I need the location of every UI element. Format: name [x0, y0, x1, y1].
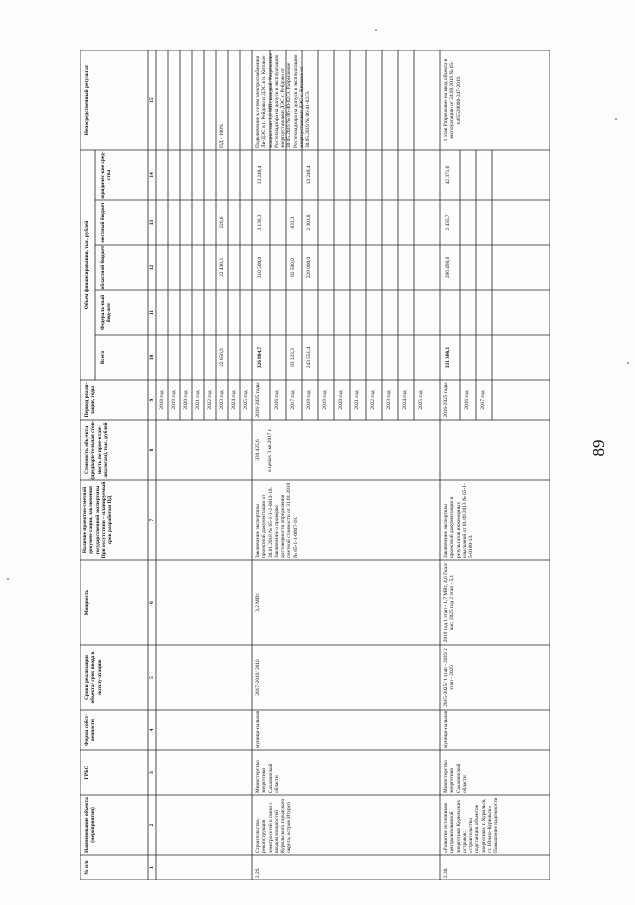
scan-speck — [7, 578, 9, 580]
col-number: 5 — [149, 676, 155, 679]
amount-cell: 13 248,4 — [257, 165, 263, 185]
rotated-table — [80, 50, 550, 880]
grbs-cell: Министерство энергетики Сахалинской области — [255, 760, 280, 793]
header-result: Непосредственный результат — [84, 64, 90, 136]
power-cell: 2019 год 1 этап - 1,7 МВт, 4,6 Гкал/час; 2025 год 2 этап - 5,1 — [443, 562, 456, 643]
amount-cell: 228 000,0 — [306, 256, 312, 279]
header-name: Наименование объекта (мероприятия) — [84, 797, 97, 853]
amount-cell: 286 498,8 — [445, 256, 451, 279]
scan-speck — [627, 362, 629, 364]
col-number: 8 — [149, 448, 155, 452]
header-form: Форма собст-венности — [84, 714, 97, 746]
year-cell: 2018 год — [159, 390, 165, 410]
year-cell: 2022 год — [370, 390, 376, 410]
object-name: Строительство, реконструкция электросетей в связи с вводом мощностей Курильского городского округа, остров Итуруп — [255, 798, 293, 853]
header-federal: Федераль-ный бюд-жет — [100, 294, 113, 331]
col-number: 1 — [149, 866, 155, 869]
year-cell: 2016-2025 годы — [255, 382, 261, 418]
col-number: 15 — [149, 97, 155, 103]
col-number: 11 — [149, 310, 155, 316]
col-number: 7 — [149, 518, 155, 522]
ownership-cell: муници-пальная — [255, 710, 261, 748]
amount-cell: 2 435,7 — [445, 214, 451, 231]
header-num: № п/п — [84, 860, 90, 875]
header-doc: Наличие проектно-сметной докумен-тации, заключения государственной экспертизы При отсутствии – планируемый срок разработки ПД — [82, 481, 114, 559]
year-cell: 2016-2025 годы — [443, 382, 449, 418]
header-regional: областной бюджет — [100, 245, 106, 290]
result-cell: Подключение к сетям электроснабжения Ли-ДЭС в г. Рейдово и ДЭС в п. Китовое мощностью 1,6 МВт каждый. Разрешение Ростехнадзора на допуск в эксплуатацию энергоустановки ДЭС г. Рейдово от 30.05.2019 № 06-40-62/Э. Разрешение Ростехнадзора на допуск в эксплуатацию энергоустановки ДЭС с. Китовое от 30.05.2019 № 06-41-62/Э. — [255, 53, 312, 148]
header-finance: Объем финансирования, тыс. рублей — [84, 220, 90, 310]
amount-cell: 82 500,0 — [290, 258, 296, 277]
year-cell: 2019 год — [171, 390, 177, 410]
col-number: 14 — [149, 172, 155, 178]
col-number: 10 — [149, 354, 155, 361]
year-cell: 2025 год — [243, 390, 249, 410]
amount-cell: 42 371,6 — [445, 165, 451, 185]
year-cell: 2021 год — [195, 390, 201, 410]
col-number: 6 — [149, 601, 155, 604]
col-number: 3 — [149, 771, 155, 774]
object-name: «Развитие источников централизованной энергетики Курильских островов: «строительство подстанции объектов энергетики, г. Курильск, ст. Южно-Курильск» Повышение надежности — [443, 797, 500, 853]
result-cell: 1 этап Разрешение на ввод объекта в эксплуатацию от 24.09.2019 № 65-ru65520000-247-2019. — [443, 58, 462, 142]
header-legal: юридичес-кие сред-ства — [100, 151, 113, 199]
scan-speck — [615, 118, 617, 120]
year-cell: 2017 год — [290, 390, 296, 410]
amount-cell: 13 248,4 — [306, 165, 312, 185]
amount-cell: 83 333,3 — [290, 348, 296, 367]
col-number: 13 — [149, 219, 155, 226]
doc-cell: Заключение экспертизы проектной документации от 30.01.2018 № 65-1-1-2-0013-18. Заключение о проверке достоверности определения сметной стоимости от 31.01.2018 № 65-1-1-0007-18. — [255, 482, 299, 558]
grbs-cell: Министерство энергетики Сахалинской области — [443, 760, 468, 793]
year-cell: 2021 год — [354, 390, 360, 410]
col-number: 9 — [149, 398, 155, 402]
amount-cell: 833,3 — [290, 216, 296, 229]
header-term: Сроки реализации объекта/ срок ввода в эксплу-атацию — [84, 651, 103, 704]
scan-speck — [375, 29, 377, 31]
year-cell: 2024 год — [402, 390, 408, 410]
year-cell: 2025 год — [418, 390, 424, 410]
header-power: Мощность — [84, 589, 90, 616]
amount-cell: 226,6 — [219, 216, 225, 229]
amount-cell: 326 884,7 — [257, 346, 263, 369]
amount-cell: 331 306,1 — [445, 346, 451, 369]
year-cell: 2018 год — [306, 390, 312, 410]
doc-cell: Заключение экспертизы проектной документации и результатов инженерных изысканий от 01.09.2013 № 65-1-5-0100-13. — [443, 483, 475, 558]
year-cell: 2020 год — [338, 390, 344, 410]
amount-cell: 310 500,0 — [257, 256, 263, 279]
col-number: 4 — [149, 728, 155, 732]
amount-cell: 3 136,3 — [257, 214, 263, 231]
year-cell: 2016 год — [464, 390, 470, 410]
year-cell: 2023 год — [219, 390, 225, 410]
row-number: 2.30. — [443, 867, 449, 878]
term-cell: 2015-2025/ 1 этап - 2019 2 этап - 2025 — [443, 648, 456, 707]
amount-cell: 2 303,0 — [306, 214, 312, 231]
header-local: местный бюджет — [100, 202, 106, 243]
page-number: 89 — [589, 439, 608, 457]
col-number: 12 — [149, 264, 155, 271]
header-period: Период реали-зации, годы — [84, 382, 97, 418]
amount-cell: 22 430,3 — [219, 258, 225, 277]
result-cell: ПД - 100% — [219, 123, 225, 148]
year-cell: 2024 год — [231, 390, 237, 410]
year-cell: 2020 год — [183, 390, 189, 410]
ownership-cell: муници-пальная — [443, 710, 449, 748]
header-grbs: ГРБС — [84, 765, 90, 780]
row-number: 2.29. — [255, 867, 261, 878]
amount-cell: 243 551,4 — [306, 346, 312, 369]
term-cell: 2017-2019/ 2019 — [255, 659, 261, 696]
cost-cell: 339 425,6 — [255, 439, 261, 461]
year-cell: 2017 год — [480, 390, 486, 410]
cost-note: в ценах 3 кв.2017 г. — [267, 428, 273, 472]
power-cell: 3,2 МВт — [255, 593, 261, 612]
year-cell: 2022 год — [207, 390, 213, 410]
amount-cell: 22 656,9 — [219, 348, 225, 367]
year-cell: 2023 год — [386, 390, 392, 410]
col-number: 2 — [149, 823, 155, 827]
header-cost: Стоимость объ-екта (предвари-тельная стои-мость по прое-ктам-аналогам), тыс. рублей — [84, 420, 109, 480]
year-cell: 2016 год — [274, 390, 280, 410]
header-total: Всего — [100, 350, 106, 365]
year-cell: 2019 год — [322, 390, 328, 410]
